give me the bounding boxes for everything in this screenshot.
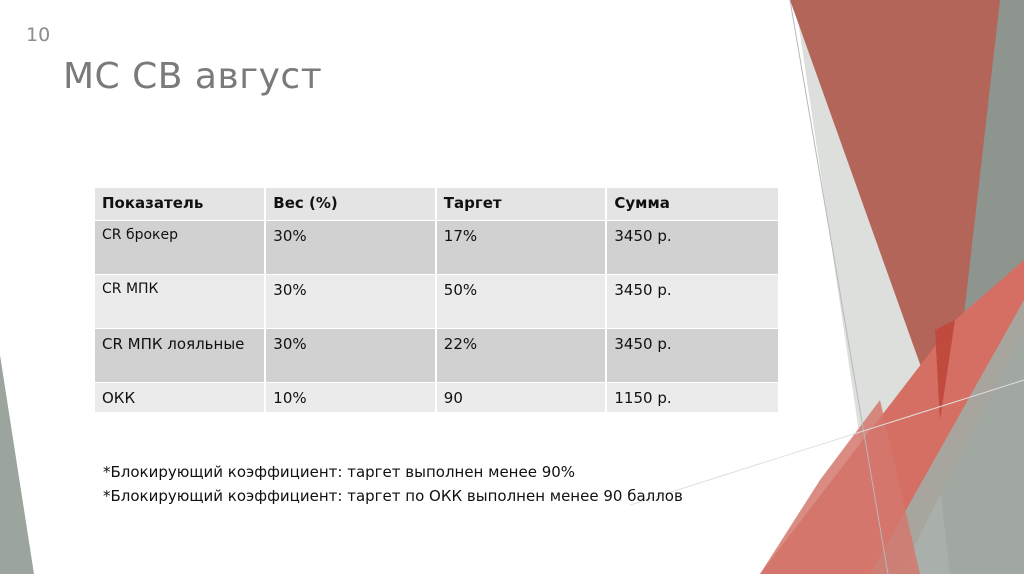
table-row (95, 383, 780, 413)
cell-target: 22% (436, 329, 607, 383)
cell-indicator: CR брокер (95, 221, 266, 275)
cell-weight: 30% (265, 221, 436, 275)
footnote-target: *Блокирующий коэффициент: таргет выполнен менее 90% (103, 463, 576, 481)
cell-amount: 3450 р. (606, 329, 779, 383)
cell-weight: 30% (265, 329, 436, 383)
cell-indicator: ОКК (95, 383, 266, 413)
table-row (95, 275, 780, 329)
cell-target: 17% (436, 221, 607, 275)
table-row (95, 329, 780, 383)
cell-indicator: CR МПК (95, 275, 266, 329)
cell-weight: 10% (265, 383, 436, 413)
cell-amount: 1150 р. (606, 383, 779, 413)
cell-target: 50% (436, 275, 607, 329)
left-gray-shape (0, 355, 34, 574)
cell-target: 90 (436, 383, 607, 413)
header-target: Таргет (436, 188, 607, 221)
cell-weight: 30% (265, 275, 436, 329)
cell-indicator: CR МПК лояльные (95, 329, 266, 383)
slide-title: МС СВ август (63, 56, 323, 97)
header-indicator: Показатель (95, 188, 266, 221)
footnotes (103, 460, 683, 508)
kpi-table (94, 187, 780, 413)
header-amount: Сумма (606, 188, 779, 221)
cell-amount: 3450 р. (606, 275, 779, 329)
header-weight: Вес (%) (265, 188, 436, 221)
cell-amount: 3450 р. (606, 221, 779, 275)
slide-number: 10 (26, 24, 51, 46)
footnote-okk: *Блокирующий коэффициент: таргет по ОКК выполнен менее 90 баллов (103, 487, 683, 505)
table-header-row (95, 188, 780, 221)
table-row (95, 221, 780, 275)
